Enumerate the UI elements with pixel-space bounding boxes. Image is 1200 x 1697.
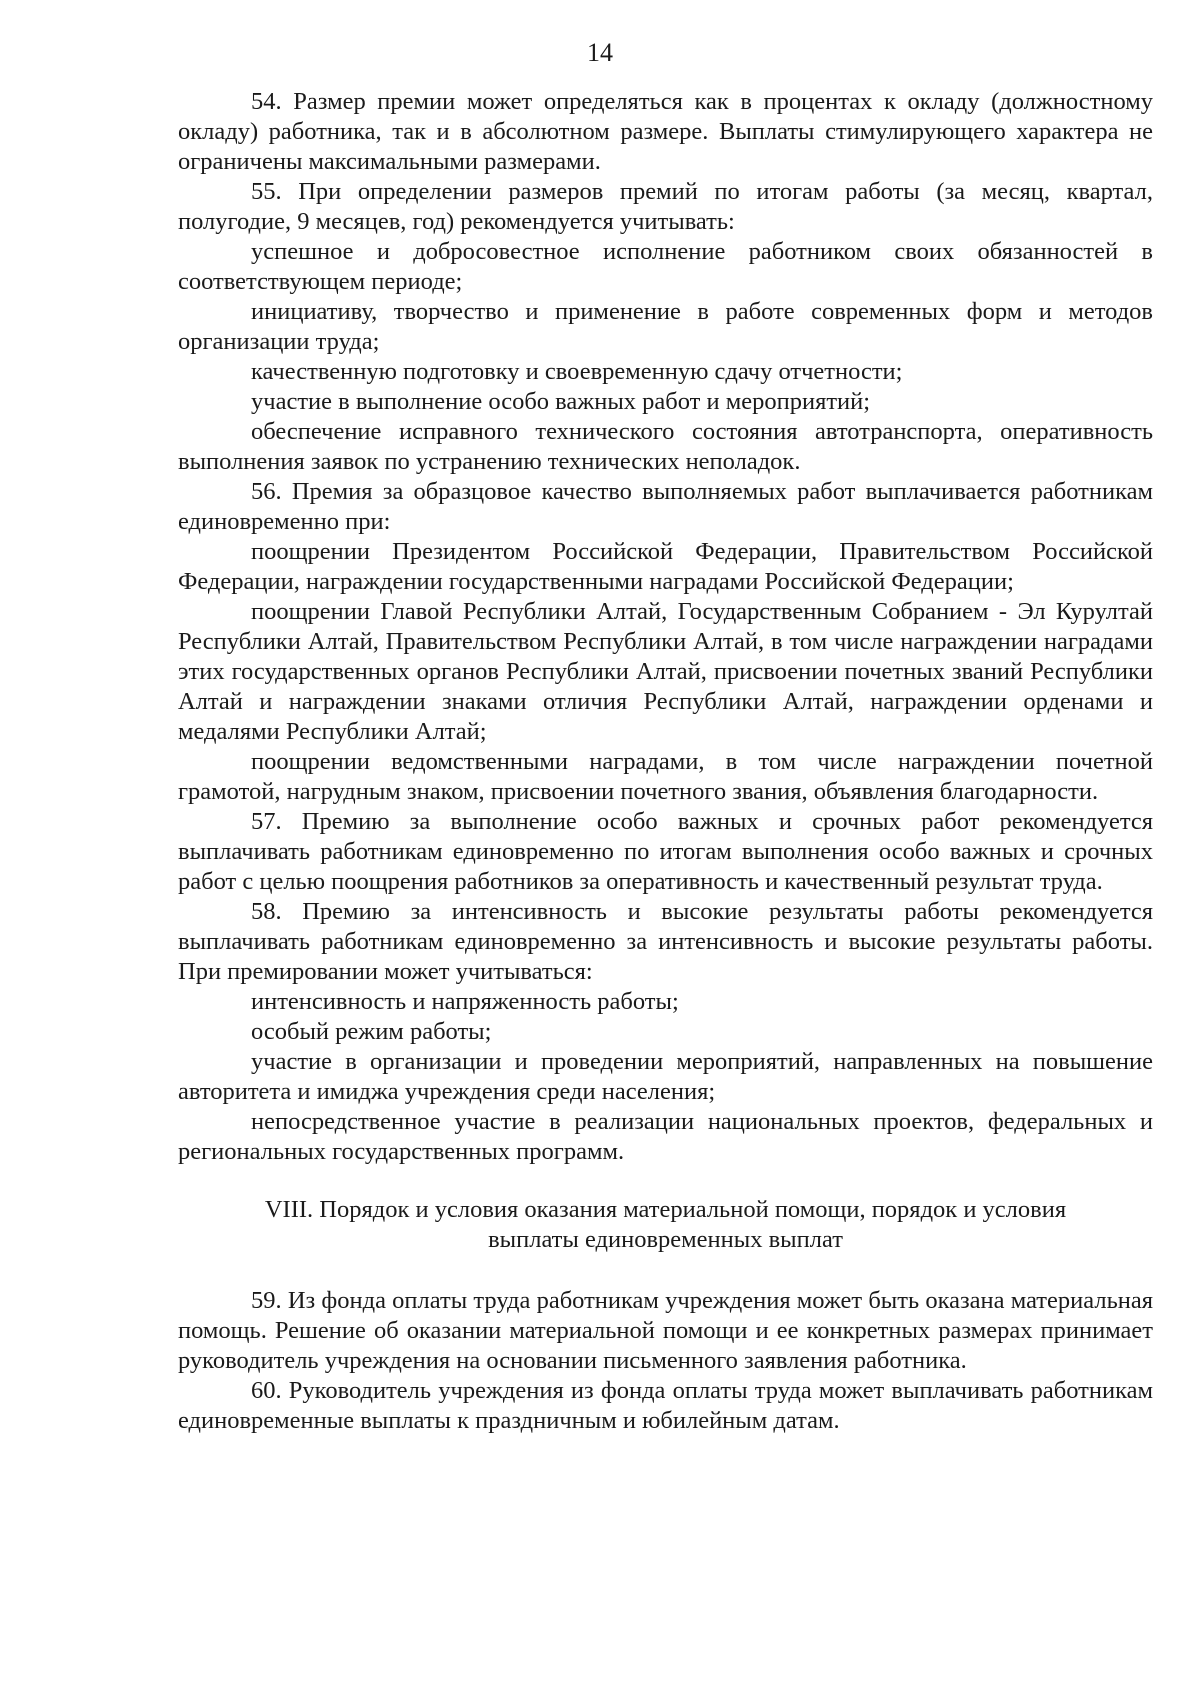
list-item: поощрении ведомственными наградами, в том числе награждении почетной грамотой, нагрудным знаком, присвоении почетного звания, объявления благодарности.: [178, 748, 1153, 805]
list-item: поощрении Президентом Российской Федерации, Правительством Российской Федерации, награждении государственными наградами Российской Федерации;: [178, 538, 1153, 595]
list-item: участие в организации и проведении мероприятий, направленных на повышение авторитета и имиджа учреждения среди населения;: [178, 1048, 1153, 1105]
list-item: качественную подготовку и своевременную сдачу отчетности;: [251, 358, 903, 385]
list-item: обеспечение исправного технического состояния автотранспорта, оперативность выполнения заявок по устранению технических неполадок.: [178, 418, 1153, 475]
paragraph-54: 54. Размер премии может определяться как в процентах к окладу (должностному окладу) работника, так и в абсолютном размере. Выплаты стимулирующего характера не ограничены максимальными размерами.: [178, 88, 1153, 175]
paragraph-57: 57. Премию за выполнение особо важных и срочных работ рекомендуется выплачивать работникам единовременно по итогам выполнения особо важных и срочных работ с целью поощрения работников за оперативность и качественный результат труда.: [178, 808, 1153, 895]
list-item: особый режим работы;: [251, 1018, 492, 1045]
paragraph-60: 60. Руководитель учреждения из фонда оплаты труда может выплачивать работникам единовременные выплаты к праздничным и юбилейным датам.: [178, 1377, 1153, 1434]
list-item: успешное и добросовестное исполнение работником своих обязанностей в соответствующем периоде;: [178, 238, 1153, 295]
paragraph-59: 59. Из фонда оплаты труда работникам учреждения может быть оказана материальная помощь. Решение об оказании материальной помощи и ее конкретных размерах принимает руководитель учреждения на основании письменного заявления работника.: [178, 1287, 1153, 1374]
paragraph-55: 55. При определении размеров премий по итогам работы (за месяц, квартал, полугодие, 9 месяцев, год) рекомендуется учитывать:: [178, 178, 1153, 235]
section-heading-line-2: выплаты единовременных выплат: [488, 1226, 843, 1253]
document-body: [178, 87, 1153, 1436]
paragraph-58: 58. Премию за интенсивность и высокие результаты работы рекомендуется выплачивать работникам единовременно за интенсивность и высокие результаты работы. При премировании может учитываться:: [178, 898, 1153, 985]
list-item: интенсивность и напряженность работы;: [251, 988, 679, 1015]
list-item: поощрении Главой Республики Алтай, Государственным Собранием - Эл Курултай Республики Алтай, Правительством Республики Алтай, в том числе награждении наградами этих государственных органов Республики Алтай, присвоении почетных званий Республики Алтай и награждении знаками отличия Республики Алтай, награждении орденами и медалями Республики Алтай;: [178, 598, 1153, 745]
section-heading: [218, 1195, 1113, 1255]
list-item: участие в выполнение особо важных работ и мероприятий;: [251, 388, 871, 415]
paragraph-56: 56. Премия за образцовое качество выполняемых работ выплачивается работникам единовременно при:: [178, 478, 1153, 535]
page-number: 14: [587, 38, 613, 67]
section-heading-line-1: VIII. Порядок и условия оказания материальной помощи, порядок и условия: [264, 1196, 1067, 1223]
list-item: непосредственное участие в реализации национальных проектов, федеральных и региональных государственных программ.: [178, 1108, 1153, 1165]
list-item: инициативу, творчество и применение в работе современных форм и методов организации труда;: [178, 298, 1153, 355]
